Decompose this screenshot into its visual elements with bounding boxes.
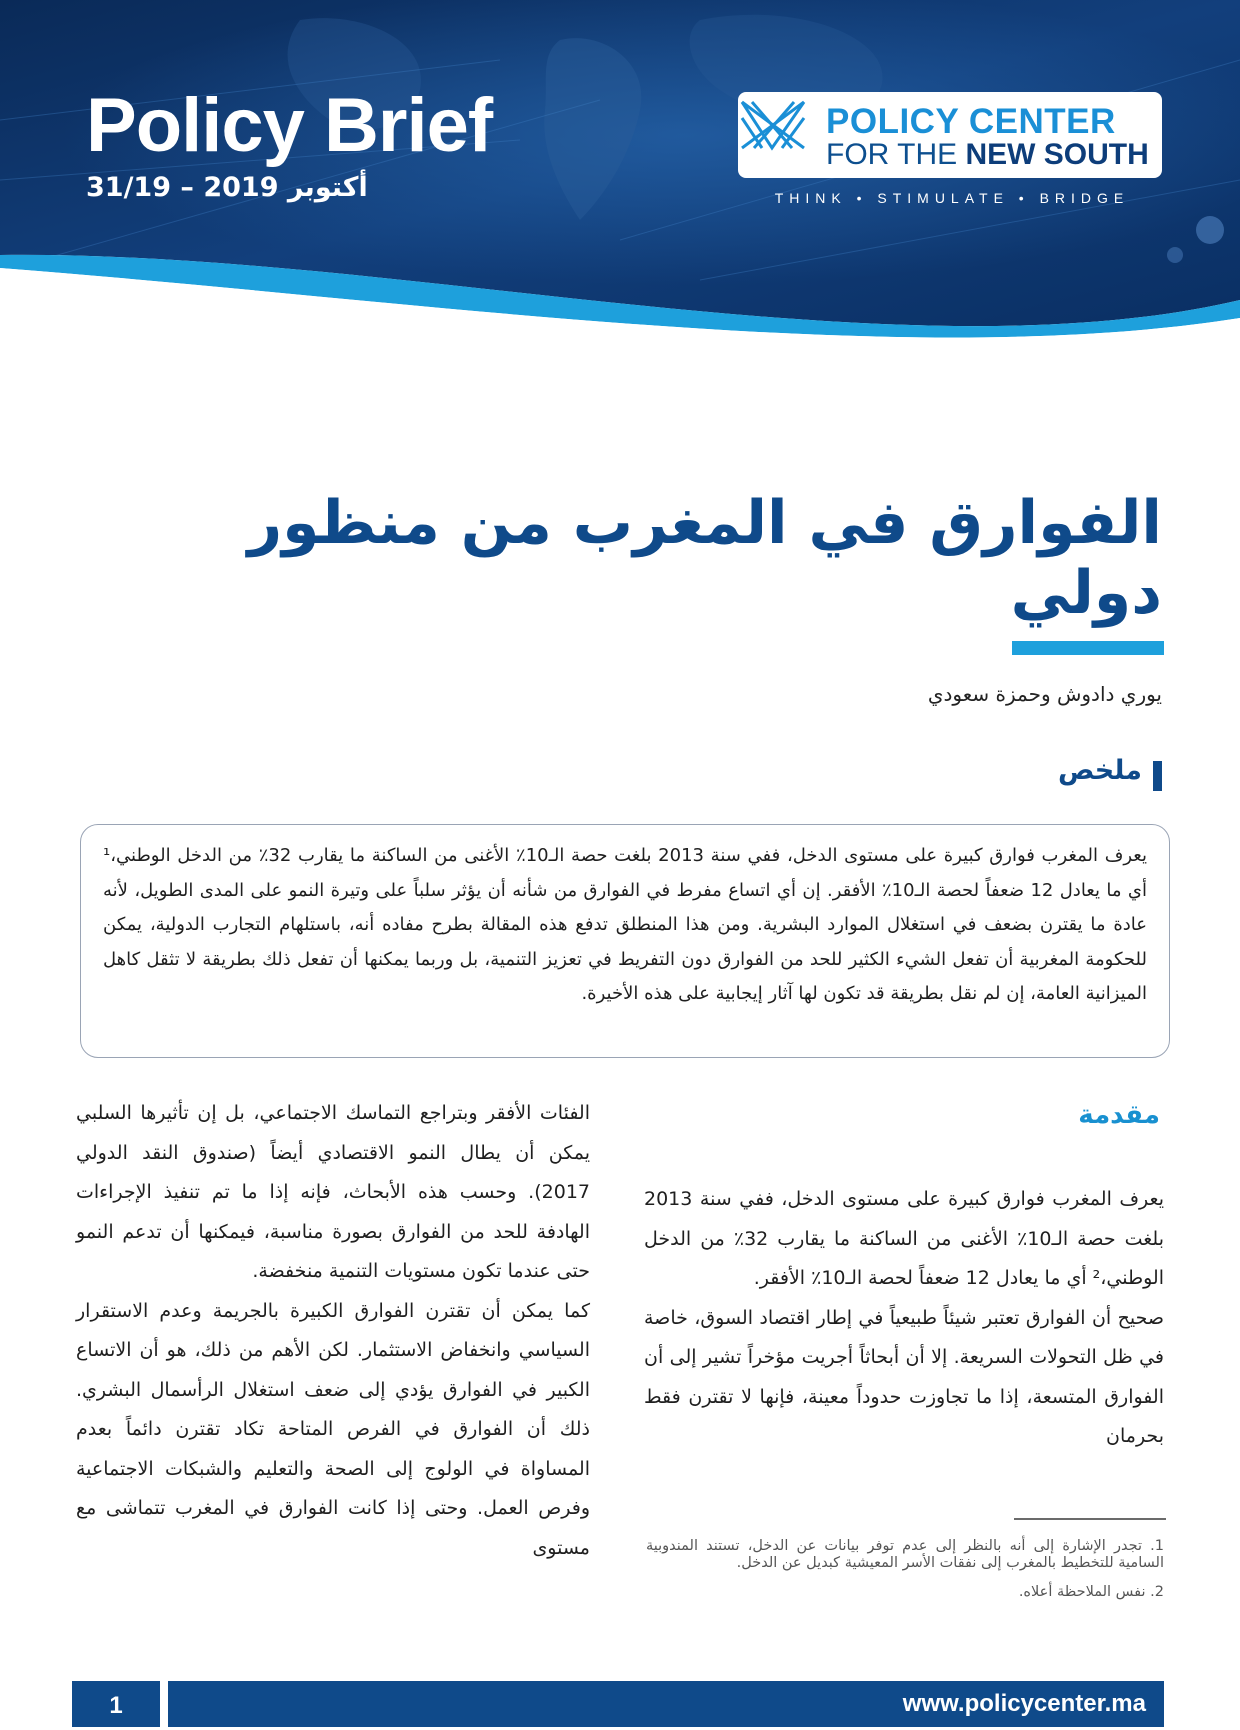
page-number: 1 [72, 1681, 160, 1727]
right-column [644, 1180, 1164, 1457]
footnote: 1. تجدر الإشارة إلى أنه بالنظر إلى عدم توفر بيانات عن الدخل، تستند المندوبية السامية للتخطيط بالمغرب إلى نفقات الأسر المعيشية كبديل عن الدخل. [646, 1538, 1164, 1571]
summary-text: يعرف المغرب فوارق كبيرة على مستوى الدخل، ففي سنة 2013 بلغت حصة الـ10٪ الأغنى من الساكنة ما يقارب 32٪ من الدخل الوطني،¹ أي ما يعادل 12 ضعفاً لحصة الـ10٪ الأفقر. إن أي اتساع مفرط في الفوارق من شأنه أن يؤثر سلباً على وتيرة النمو على المدى الطويل، لأنه عادة ما يقترن بضعف في استغلال الموارد البشرية. ومن هذا المنطلق تدفع هذه المقالة بطرح مفاده أنه، باستلهام التجارب الدولية، يمكن للحكومة المغربية أن تفعل الشيء الكثير للحد من الفوارق دون التفريط في تعزيز التنمية، بل وربما يمكنها أن تفعل ذلك بطريقة لا تثقل كاهل الميزانية العامة، إن لم نقل بطريقة قد تكون لها آثار إيجابية على هذه الأخيرة. [103, 845, 1148, 1004]
tagline: THINK • STIMULATE • BRIDGE [774, 190, 1130, 206]
authors: يوري دادوش وحمزة سعودي [927, 682, 1162, 706]
paragraph: يعرف المغرب فوارق كبيرة على مستوى الدخل، ففي سنة 2013 بلغت حصة الـ10٪ الأغنى من الساكنة ما يقارب 32٪ من الدخل الوطني،² أي ما يعادل 12 ضعفاً لحصة الـ10٪ الأفقر. [644, 1188, 1164, 1289]
intro-heading: مقدمة [1078, 1100, 1160, 1130]
footnote: 2. نفس الملاحظة أعلاه. [1018, 1584, 1164, 1600]
footnote-divider [1014, 1518, 1166, 1520]
footnotes [646, 1538, 1164, 1613]
paragraph: كما يمكن أن تقترن الفوارق الكبيرة بالجريمة وعدم الاستقرار السياسي وانخفاض الاستثمار. لكن الأهم من ذلك، هو أن الاتساع الكبير في الفوارق يؤدي إلى ضعف استغلال الرأسمال البشري. ذلك أن الفوارق في الفرص المتاحة تكاد تقترن دائماً بعدم المساواة في الولوج إلى الصحة والتعليم والشبكات الاجتماعية وفرص العمل. وحتى إذا كانت الفوارق في المغرب تتماشى مع مستوى [76, 1299, 590, 1559]
summary-heading: ملخص [1058, 755, 1162, 786]
paragraph: الفئات الأفقر وبتراجع التماسك الاجتماعي، بل إن تأثيرها السلبي يمكن أن يطال النمو الاقتصادي أيضاً (صندوق النقد الدولي 2017). وحسب هذه الأبحاث، فإنه إذا ما تم تنفيذ الإجراءات الهادفة للحد من الفوارق بصورة مناسبة، فيمكنها أن تدعم النمو حتى عندما تكون مستويات التنمية منخفضة. [76, 1102, 590, 1282]
policy-center-logo [738, 92, 1162, 178]
paragraph: صحيح أن الفوارق تعتبر شيئاً طبيعياً في إطار اقتصاد السوق، خاصة في ظل التحولات السريعة. إلا أن أبحاثاً أجريت مؤخراً تشير إلى أن الفوارق المتسعة، إذا ما تجاوزت حدوداً معينة، فإنها لا تقترن فقط بحرمان [644, 1306, 1164, 1447]
left-column [76, 1094, 590, 1568]
logo-text-line1: POLICY CENTER [826, 102, 1116, 141]
logo-text-line2: FOR THE NEW SOUTH [826, 138, 1149, 171]
title-accent-bar [1012, 641, 1164, 655]
header-banner [0, 0, 1240, 370]
article-title: الفوارق في المغرب من منظور دولي [247, 488, 1162, 628]
policy-brief-title: Policy Brief [86, 83, 493, 168]
summary-box [80, 824, 1170, 1058]
issue-date: أكتوبر 2019 – 31/19 [86, 172, 368, 203]
website-link[interactable]: www.policycenter.ma [902, 1690, 1146, 1717]
logo-mesh-icon [738, 92, 808, 158]
footer-bar [168, 1681, 1164, 1727]
